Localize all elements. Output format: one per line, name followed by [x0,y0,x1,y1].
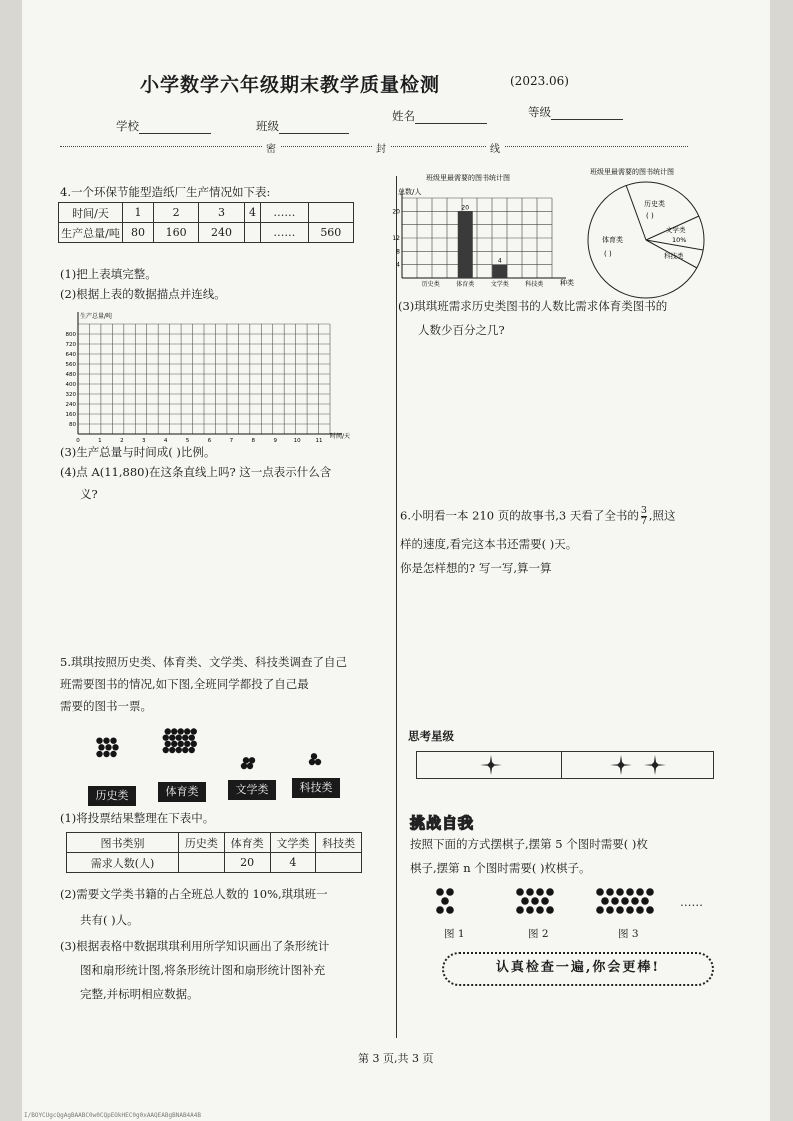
x-tick-label: 11 [315,438,323,444]
vote-dot [315,759,321,765]
star-rating-box[interactable] [416,751,714,779]
bar-value-label: 4 [497,257,502,265]
category-label: 科技类 [525,281,544,288]
tag-history: 历史类 [88,786,136,806]
vote-dot [163,734,169,740]
star-icon[interactable] [480,755,502,775]
y-tick-label: 8 [396,248,400,256]
pie-label-literature: 文学类 [666,226,686,234]
vote-dot [178,741,184,747]
q4-part1: (1)把上表填完整。 [60,267,157,281]
q4-stem: 4.一个环保节能型造纸厂生产情况如下表: [60,185,271,199]
chess-piece [626,888,634,896]
name-field[interactable]: 姓名 [392,108,487,124]
q4-row2-label: 生产总量/吨 [59,223,123,243]
pie-chart[interactable] [580,160,710,300]
bar-chart-xlabel: 种类 [560,279,574,287]
q5-head: 科技类 [316,833,362,853]
y-tick-label: 80 [69,422,76,428]
q5-head: 体育类 [224,833,270,853]
chess-piece [536,888,544,896]
q4-cell: …… [261,223,308,243]
y-tick-label: 720 [65,342,76,348]
chess-piece [631,897,639,905]
q5-part3b: 图和扇形统计图,将条形统计图和扇形统计图补充 [80,963,326,977]
y-tick-label: 320 [65,392,76,398]
exam-date: (2023.06) [510,74,569,88]
q5-p3-question-a: (3)琪琪班需求历史类图书的人数比需求体育类图书的 [398,299,668,313]
vote-dot [110,738,116,744]
chess-piece [606,888,614,896]
q5-p3-question-b: 人数少百分之几? [418,323,505,337]
chess-piece [441,897,449,905]
vote-dot [178,728,184,734]
star-icon[interactable] [644,755,666,775]
tag-science: 科技类 [292,778,340,798]
vote-dot [165,728,171,734]
chess-pattern-figures [430,886,700,926]
q4-cell: …… [261,203,308,223]
chess-piece [436,906,444,914]
seal-char-3: 线 [486,140,504,155]
q4-cell-blank[interactable] [308,203,353,223]
chess-piece [436,888,444,896]
figs-ellipsis: …… [680,895,703,909]
chess-piece [616,906,624,914]
q4-chart-xlabel: 时间/天 [330,433,351,440]
x-tick-label: 10 [293,438,301,444]
category-label: 文学类 [490,281,509,288]
star-icon[interactable] [610,755,632,775]
chess-piece [606,906,614,914]
y-tick-label: 560 [65,362,76,368]
pie-label-history: 历史类 [644,200,665,208]
vote-dot [243,757,249,763]
q4-cell: 80 [123,223,154,243]
q6-line-b: 样的速度,看完这本书还需要( )天。 [400,537,578,551]
vote-dot [182,747,188,753]
q5-part3a: (3)根据表格中数据琪琪利用所学知识画出了条形统计 [60,939,330,953]
pie-blank-history[interactable]: ( ) [646,212,654,220]
fraction-3-7: $\frac{3}{7}$ [640,505,647,527]
challenge-line-b: 棋子,摆第 n 个图时需要( )枚棋子。 [410,861,591,875]
q4-part4a: (4)点 A(11,880)在这条直线上吗? 这一点表示什么含 [60,465,332,479]
vote-dot [249,757,255,763]
q4-cell: 4 [244,203,261,223]
q4-cell: 160 [153,223,198,243]
q5-part1: (1)将投票结果整理在下表中。 [60,811,215,825]
pie-label-sports: 体育类 [602,236,623,244]
y-tick-label: 400 [65,382,76,388]
chess-piece [446,906,454,914]
thinking-star-label: 思考星级 [408,729,454,743]
q5-part2b: 共有( )人。 [80,913,139,927]
q4-part4b: 义? [80,487,98,501]
chess-piece [516,906,524,914]
tag-literature: 文学类 [228,780,276,800]
tag-sports: 体育类 [158,782,206,802]
chess-piece [641,897,649,905]
chess-piece [536,906,544,914]
q5-part3c: 完整,并标明相应数据。 [80,987,199,1001]
chess-piece [611,897,619,905]
vote-dot [189,734,195,740]
bar-chart[interactable] [388,168,588,294]
q5-head: 图书类别 [67,833,179,853]
q5-stem-1: 5.琪琪按照历史类、体育类、文学类、科技类调查了自己 [60,655,347,669]
x-tick-label: 2 [120,438,124,444]
chess-piece [546,888,554,896]
bar-chart-title: 班级里最需要的图书统计图 [426,174,510,182]
vote-dot [103,738,109,744]
q5-cell-blank[interactable] [316,853,362,873]
vote-dot [98,744,104,750]
vote-dot [103,751,109,757]
x-tick-label: 6 [207,438,212,444]
q5-head: 文学类 [270,833,316,853]
pie-blank-sports[interactable]: ( ) [604,250,612,258]
chess-piece [526,888,534,896]
vote-dot [96,751,102,757]
x-tick-label: 3 [141,438,146,444]
x-tick-label: 8 [251,438,256,444]
q4-row1-label: 时间/天 [59,203,123,223]
bar-value-label: 20 [461,204,470,212]
vote-dot [169,747,175,753]
x-tick-label: 7 [229,438,234,444]
q5-cell: 4 [270,853,316,873]
y-tick-label: 160 [65,412,76,418]
q5-head: 历史类 [179,833,225,853]
x-tick-label: 9 [273,438,277,444]
challenge-title: 挑战自我 [410,814,475,832]
check-reminder-banner: 认真检查一遍,你会更棒! [442,952,714,986]
y-tick-label: 12 [392,235,400,242]
vote-dot [311,753,317,759]
fig2-label: 图 2 [528,928,549,940]
q6-line-a: 6.小明看一本 210 页的故事书,3 天看了全书的 $\frac{3}{7}$ ,照这 [400,505,676,527]
chess-piece [636,906,644,914]
chess-piece [446,888,454,896]
q4-cell: 240 [199,223,244,243]
chess-piece [646,888,654,896]
q4-cell: 3 [199,203,244,223]
seal-char-2: 封 [372,140,390,155]
y-tick-label: 20 [392,208,400,216]
vote-dot [176,747,182,753]
y-tick-label: 4 [396,261,400,269]
x-tick-label: 0 [76,438,80,444]
scan-code: I/BOYCUgcQgAgBAABC0w0CQpEOkHEC0g0xAAQEABgBNAB4A4B [24,1112,202,1119]
vote-dot [96,738,102,744]
bar [458,211,473,278]
y-tick-label: 480 [65,372,76,378]
vote-dot [165,741,171,747]
chess-piece [516,888,524,896]
q4-cell: 560 [308,223,353,243]
vote-dot [191,741,197,747]
vote-dot [184,741,190,747]
vote-dot [171,728,177,734]
fig3-label: 图 3 [618,928,639,940]
vote-dot [189,747,195,753]
vote-dot [176,734,182,740]
chess-piece [546,906,554,914]
q4-part2: (2)根据上表的数据描点并连线。 [60,287,226,301]
q4-table [58,202,354,243]
vote-dot [182,734,188,740]
y-tick-label: 640 [65,352,76,358]
pie-label-science: 科技类 [664,252,684,260]
chess-piece [621,897,629,905]
page-title: 小学数学六年级期末教学质量检测 [140,74,441,96]
chess-piece [636,888,644,896]
chess-piece [596,906,604,914]
q4-cell: 2 [153,203,198,223]
x-tick-label: 5 [185,438,190,444]
vote-dot [171,741,177,747]
q5-stem-3: 需要的图书一票。 [60,699,152,713]
seal-char-1: 密 [262,140,280,155]
vote-dot [105,744,111,750]
chess-piece [521,897,529,905]
page-number: 第 3 页,共 3 页 [358,1052,434,1065]
q5-row-label: 需求人数(人) [67,853,179,873]
q4-grid-chart[interactable] [58,308,368,444]
category-label: 体育类 [456,281,475,288]
vote-dot [247,763,253,769]
challenge-line-a: 按照下面的方式摆棋子,摆第 5 个图时需要( )枚 [410,837,648,851]
grade-field[interactable]: 等级 [528,104,623,120]
vote-dot [169,734,175,740]
chess-piece [526,906,534,914]
y-tick-label: 800 [65,332,76,338]
q6-line-c: 你是怎样想的? 写一写,算一算 [400,561,552,575]
q5-cell: 20 [224,853,270,873]
vote-dot [191,728,197,734]
chess-piece [626,906,634,914]
vote-dot [112,744,118,750]
category-label: 历史类 [421,281,440,288]
chess-piece [601,897,609,905]
vote-dots [86,722,346,782]
pie-pct-literature: 10% [672,236,687,244]
star-icons [417,752,713,778]
y-tick-label: 240 [65,402,76,408]
fig1-label: 图 1 [444,928,465,940]
q4-cell-blank[interactable] [244,223,261,243]
q4-chart-ylabel: 生产总量/吨 [80,313,113,320]
vote-dot [241,763,247,769]
vote-dot [110,751,116,757]
q5-part2a: (2)需要文学类书籍的占全班总人数的 10%,琪琪班一 [60,887,328,901]
q5-cell-blank[interactable] [179,853,225,873]
bar [492,265,507,278]
column-divider [396,176,397,1038]
pie-chart-title: 班级里最需要的图书统计图 [590,168,674,176]
vote-dot [309,759,315,765]
vote-dot [184,728,190,734]
q5-stem-2: 班需要图书的情况,如下图,全班同学都投了自己最 [60,677,309,691]
pie-slice-line [626,185,646,240]
vote-dot [163,747,169,753]
q5-table [66,832,362,873]
class-field[interactable]: 班级 [256,118,349,134]
q4-part3: (3)生产总量与时间成( )比例。 [60,445,216,459]
school-field[interactable]: 学校 [116,118,211,134]
chess-piece [596,888,604,896]
chess-piece [541,897,549,905]
x-tick-label: 1 [98,438,102,444]
chess-piece [616,888,624,896]
q4-cell: 1 [123,203,154,223]
x-tick-label: 4 [163,438,168,444]
chess-piece [646,906,654,914]
chess-piece [531,897,539,905]
bar-chart-ylabel: 总数/人 [398,188,422,196]
